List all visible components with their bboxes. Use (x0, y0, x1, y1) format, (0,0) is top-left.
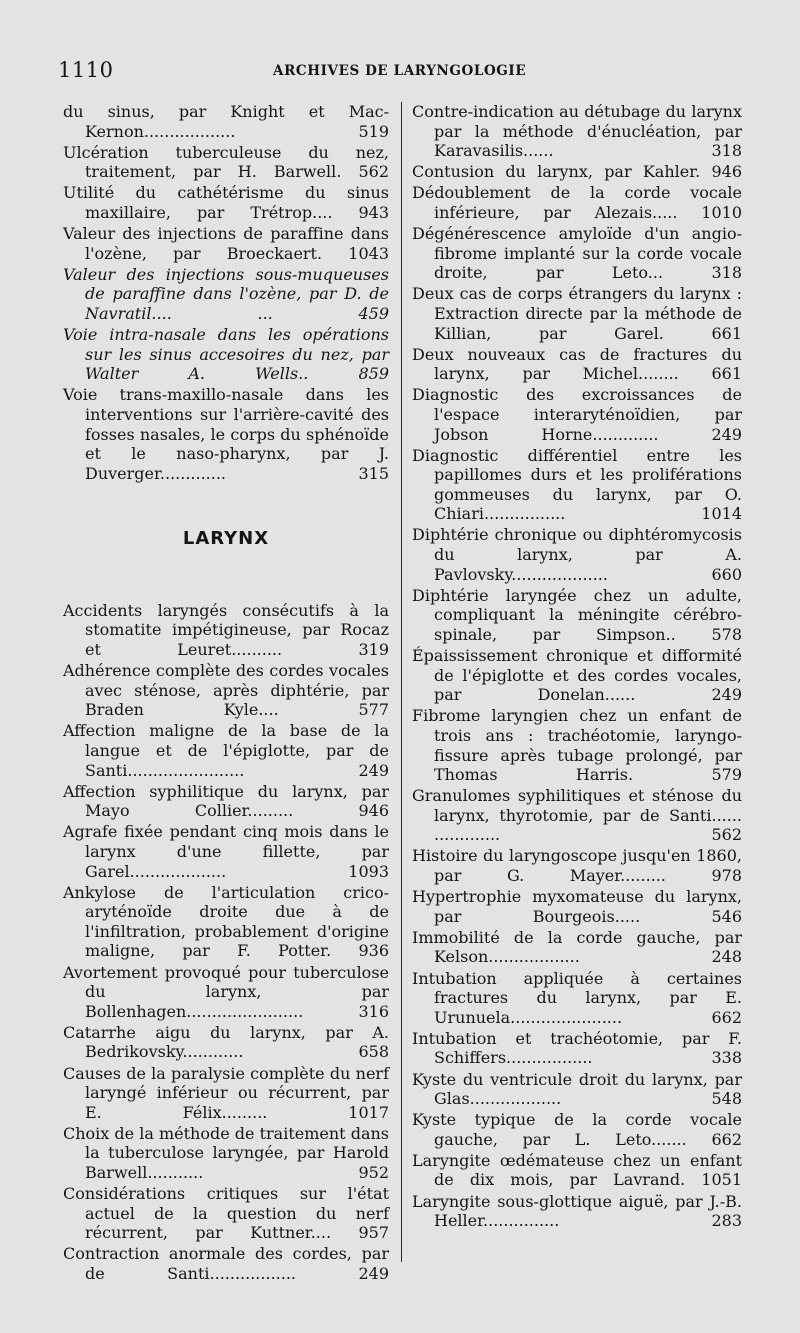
index-entry: Voie trans-maxillo-nasale dans les interventions sur l'arrière-cavité des fosses nasales, le corps du sphénoïde et le naso-pharynx, par J. Duverger............. 315 (63, 385, 389, 483)
index-entry: Fibrome laryngien chez un enfant de trois ans : trachéotomie, laryngo-fissure après tubage prolongé, par Thomas Harris. 579 (412, 706, 742, 785)
left-entries-before (63, 102, 389, 483)
index-entry: Causes de la paralysie complète du nerf laryngé inférieur ou récurrent, par E. Félix......... 1017 (63, 1063, 389, 1122)
right-column (412, 102, 742, 1232)
section-heading-larynx: LARYNX (182, 528, 270, 550)
page-number: 1110 (58, 58, 114, 82)
index-entry: Immobilité de la corde gauche, par Kelson.................. 248 (412, 927, 742, 967)
column-divider (401, 102, 402, 1262)
right-entries (412, 102, 742, 1231)
index-entry: Considérations critiques sur l'état actuel de la question du nerf récurrent, par Kuttner.... 957 (63, 1184, 389, 1243)
index-entry: Utilité du cathétérisme du sinus maxillaire, par Trétrop.... 943 (63, 183, 389, 222)
index-entry: Diphtérie laryngée chez un adulte, compliquant la méningite cérébro-spinale, par Simpson.. 578 (412, 585, 742, 644)
index-entry: Deux nouveaux cas de fractures du larynx, par Michel........ 661 (412, 344, 742, 384)
index-entry: Kyste du ventricule droit du larynx, par Glas.................. 548 (412, 1069, 742, 1109)
index-entry: Diagnostic différentiel entre les papillomes durs et les proliférations gommeuses du larynx, par O. Chiari................ 1014 (412, 445, 742, 524)
index-entry: Ankylose de l'articulation crico-aryténoïde droite due à de l'infiltration, probablement d'origine maligne, par F. Potter. 936 (63, 882, 389, 961)
index-entry: Ulcération tuberculeuse du nez, traitement, par H. Barwell. 562 (63, 142, 389, 182)
index-entry: Diagnostic des excroissances de l'espace interaryténoïdien, par Jobson Horne............. 249 (412, 385, 742, 444)
index-entry: Affection syphilitique du larynx, par Mayo Collier......... 946 (63, 781, 389, 821)
running-head: ARCHIVES DE LARYNGOLOGIE (273, 63, 527, 79)
left-entries-after (63, 601, 389, 1284)
index-entry: Dégénérescence amyloïde d'un angio-fibrome implanté sur la corde vocale droite, par Leto... 318 (412, 224, 742, 283)
index-entry: Accidents laryngés consécutifs à la stomatite impétigineuse, par Rocaz et Leuret.......... 319 (63, 600, 389, 660)
index-entry: Contre-indication au détubage du larynx par la méthode d'énucléation, par Karavasilis...... 318 (412, 102, 742, 161)
index-entry: Avortement provoqué pour tuberculose du larynx, par Bollenhagen....................... 316 (63, 962, 389, 1021)
index-entry: Contraction anormale des cordes, par de Santi................. 249 (63, 1244, 389, 1283)
index-entry: Dédoublement de la corde vocale inférieure, par Alezais..... 1010 (412, 183, 742, 222)
index-entry: Affection maligne de la base de la langue et de l'épiglotte, par de Santi....................... 249 (63, 721, 389, 780)
index-entry: Contusion du larynx, par Kahler. 946 (412, 162, 742, 182)
left-column (63, 102, 389, 1285)
index-entry: Intubation appliquée à certaines fractures du larynx, par E. Urunuela...................... 662 (412, 968, 742, 1027)
index-entry: Hypertrophie myxomateuse du larynx, par Bourgeois..... 546 (412, 887, 742, 926)
index-entry: Choix de la méthode de traitement dans la tuberculose laryngée, par Harold Barwell........... 952 (63, 1123, 389, 1182)
index-entry: Deux cas de corps étrangers du larynx : Extraction directe par la méthode de Killian, par Garel. 661 (412, 284, 742, 343)
index-entry: du sinus, par Knight et Mac-Kernon.................. 519 (63, 102, 389, 141)
index-entry: Valeur des injections sous-muqueuses de paraffine dans l'ozène, par D. de Navratil.... ... 459 (63, 264, 389, 323)
index-entry: Agrafe fixée pendant cinq mois dans le larynx d'une fillette, par Garel................... 1093 (63, 822, 389, 881)
page-header (58, 58, 758, 88)
index-entry: Histoire du laryngoscope jusqu'en 1860, par G. Mayer......... 978 (412, 846, 742, 886)
index-entry: Catarrhe aigu du larynx, par A. Bedrikovsky............ 658 (63, 1022, 389, 1062)
index-entry: Intubation et trachéotomie, par F. Schiffers................. 338 (412, 1028, 742, 1068)
index-entry: Laryngite sous-glottique aiguë, par J.-B. Heller............... 283 (412, 1191, 742, 1231)
index-entry: Épaississement chronique et difformité de l'épiglotte et des cordes vocales, par Donelan...... 249 (412, 646, 742, 705)
index-entry: Granulomes syphilitiques et sténose du larynx, thyrotomie, par de Santi...... ............. 562 (412, 786, 742, 845)
index-entry: Adhérence complète des cordes vocales avec sténose, après diphtérie, par Braden Kyle.... 577 (63, 661, 389, 720)
index-entry: Valeur des injections de paraffine dans l'ozène, par Broeckaert. 1043 (63, 224, 389, 263)
index-entry: Voie intra-nasale dans les opérations sur les sinus accesoires du nez, par Walter A. Wells.. 859 (63, 325, 389, 384)
index-entry: Kyste typique de la corde vocale gauche, par L. Leto....... 662 (412, 1110, 742, 1149)
index-entry: Laryngite œdémateuse chez un enfant de dix mois, par Lavrand. 1051 (412, 1150, 742, 1190)
index-entry: Diphtérie chronique ou diphtéromycosis du larynx, par A. Pavlovsky................... 660 (412, 525, 742, 584)
